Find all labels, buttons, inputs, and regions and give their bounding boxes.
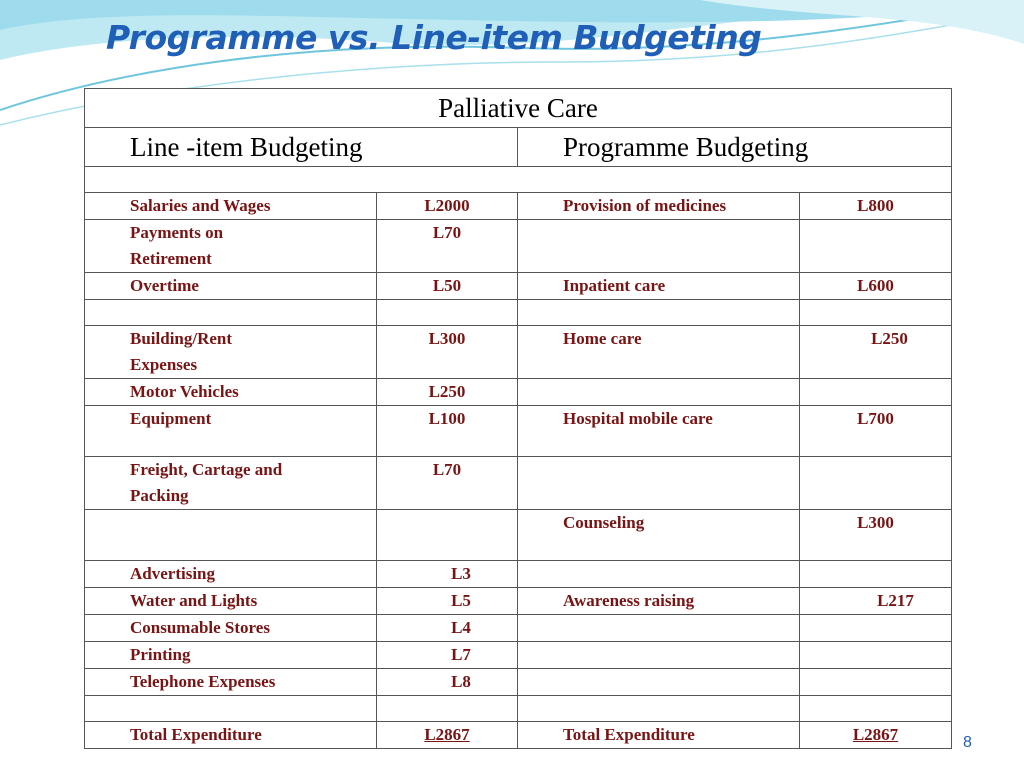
line-amount-cell: L50 bbox=[377, 273, 518, 300]
programme-amount-cell bbox=[800, 696, 952, 722]
programme-amount-cell bbox=[800, 457, 952, 510]
programme-amount-cell bbox=[800, 300, 952, 326]
programme-cell bbox=[518, 696, 800, 722]
line-item-cell: Telephone Expenses bbox=[85, 669, 377, 696]
column-header-row bbox=[85, 128, 952, 167]
programme-amount-cell bbox=[800, 642, 952, 669]
programme-cell: Awareness raising bbox=[518, 588, 800, 615]
line-amount-cell: L70 bbox=[377, 457, 518, 510]
spacer-cell bbox=[85, 167, 952, 193]
table-row bbox=[85, 406, 952, 457]
programme-cell bbox=[518, 615, 800, 642]
header-line-item-budgeting: Line -item Budgeting bbox=[85, 128, 518, 167]
line-amount-cell bbox=[377, 696, 518, 722]
table-row bbox=[85, 561, 952, 588]
programme-cell bbox=[518, 642, 800, 669]
line-item-cell bbox=[85, 510, 377, 561]
programme-cell: Provision of medicines bbox=[518, 193, 800, 220]
programme-total-label: Total Expenditure bbox=[518, 722, 800, 749]
header-programme-budgeting: Programme Budgeting bbox=[518, 128, 952, 167]
table-row bbox=[85, 588, 952, 615]
table-row bbox=[85, 669, 952, 696]
line-amount-cell: L4 bbox=[377, 615, 518, 642]
line-amount-cell: L3 bbox=[377, 561, 518, 588]
programme-total-amount: L2867 bbox=[800, 722, 952, 749]
programme-amount-cell: L700 bbox=[800, 406, 952, 457]
line-item-cell: Water and Lights bbox=[85, 588, 377, 615]
table-row bbox=[85, 642, 952, 669]
line-total-amount: L2867 bbox=[377, 722, 518, 749]
budget-table bbox=[84, 88, 952, 749]
slide-title: Programme vs. Line-item Budgeting bbox=[106, 18, 762, 57]
spacer-row bbox=[85, 167, 952, 193]
table-row bbox=[85, 457, 952, 510]
table-row bbox=[85, 193, 952, 220]
programme-amount-cell: L250 bbox=[800, 326, 952, 379]
table-row bbox=[85, 615, 952, 642]
table-row bbox=[85, 510, 952, 561]
programme-cell bbox=[518, 379, 800, 406]
table-caption: Palliative Care bbox=[85, 89, 952, 128]
line-amount-cell: L70 bbox=[377, 220, 518, 273]
table-row bbox=[85, 273, 952, 300]
programme-cell: Inpatient care bbox=[518, 273, 800, 300]
line-amount-cell: L2000 bbox=[377, 193, 518, 220]
table-caption-row bbox=[85, 89, 952, 128]
programme-amount-cell: L300 bbox=[800, 510, 952, 561]
programme-amount-cell bbox=[800, 669, 952, 696]
table-row bbox=[85, 220, 952, 273]
programme-cell bbox=[518, 220, 800, 273]
programme-amount-cell bbox=[800, 379, 952, 406]
line-item-cell: Freight, Cartage and Packing bbox=[85, 457, 377, 510]
programme-cell bbox=[518, 457, 800, 510]
line-amount-cell: L250 bbox=[377, 379, 518, 406]
page-number: 8 bbox=[963, 734, 972, 751]
table-row bbox=[85, 379, 952, 406]
programme-amount-cell: L600 bbox=[800, 273, 952, 300]
programme-amount-cell: L217 bbox=[800, 588, 952, 615]
programme-amount-cell bbox=[800, 220, 952, 273]
line-item-cell: Building/Rent Expenses bbox=[85, 326, 377, 379]
line-amount-cell: L100 bbox=[377, 406, 518, 457]
programme-cell: Home care bbox=[518, 326, 800, 379]
line-item-cell bbox=[85, 300, 377, 326]
line-item-cell: Motor Vehicles bbox=[85, 379, 377, 406]
programme-amount-cell bbox=[800, 615, 952, 642]
line-item-cell: Salaries and Wages bbox=[85, 193, 377, 220]
programme-cell bbox=[518, 669, 800, 696]
line-item-cell: Consumable Stores bbox=[85, 615, 377, 642]
programme-amount-cell: L800 bbox=[800, 193, 952, 220]
programme-cell bbox=[518, 300, 800, 326]
programme-cell: Hospital mobile care bbox=[518, 406, 800, 457]
line-amount-cell bbox=[377, 300, 518, 326]
line-item-cell: Payments on Retirement bbox=[85, 220, 377, 273]
line-item-cell bbox=[85, 696, 377, 722]
programme-cell bbox=[518, 561, 800, 588]
line-item-cell: Advertising bbox=[85, 561, 377, 588]
line-amount-cell: L5 bbox=[377, 588, 518, 615]
line-item-cell: Equipment bbox=[85, 406, 377, 457]
total-row bbox=[85, 722, 952, 749]
table-row bbox=[85, 300, 952, 326]
programme-amount-cell bbox=[800, 561, 952, 588]
table-row bbox=[85, 326, 952, 379]
line-amount-cell: L7 bbox=[377, 642, 518, 669]
line-total-label: Total Expenditure bbox=[85, 722, 377, 749]
programme-cell: Counseling bbox=[518, 510, 800, 561]
line-amount-cell: L300 bbox=[377, 326, 518, 379]
line-item-cell: Printing bbox=[85, 642, 377, 669]
line-amount-cell: L8 bbox=[377, 669, 518, 696]
table-row bbox=[85, 696, 952, 722]
line-item-cell: Overtime bbox=[85, 273, 377, 300]
line-amount-cell bbox=[377, 510, 518, 561]
